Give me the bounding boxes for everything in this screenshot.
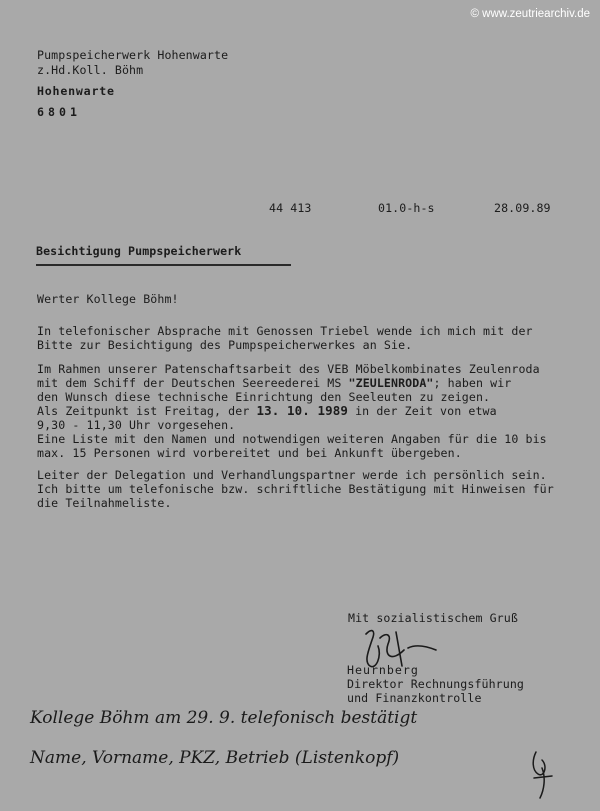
letter-date: 28.09.89 [494, 201, 551, 215]
handwritten-initials [528, 748, 558, 803]
recipient-city: Hohenwarte [37, 84, 115, 98]
ship-name: "ZEULENRODA" [348, 376, 434, 390]
reference-number: 44 413 [269, 201, 312, 215]
visit-date: 13. 10. 1989 [256, 403, 348, 418]
body-line: Bitte zur Besichtigung des Pumpspeicherwerkes an Sie. [37, 338, 413, 352]
body-line: Leiter der Delegation und Verhandlungspartner werde ich persönlich sein. [37, 468, 547, 482]
body-line: Eine Liste mit den Namen und notwendigen weiteren Angaben für die 10 bis [37, 432, 547, 446]
signer-title-2: und Finanzkontrolle [347, 691, 482, 705]
watermark: © www.zeutriearchiv.de [470, 8, 590, 20]
body-line: max. 15 Personen wird vorbereitet und bei Ankunft übergeben. [37, 446, 462, 460]
reference-code: 01.0-h-s [378, 201, 435, 215]
body-text: mit dem Schiff der Deutschen Seereederei MS [37, 376, 349, 390]
body-line: die Teilnahmeliste. [37, 496, 172, 510]
body-line: Ich bitte um telefonische bzw. schriftliche Bestätigung mit Hinweisen für [37, 482, 554, 496]
closing: Mit sozialistischem Gruß [348, 611, 518, 625]
recipient-line1: Pumpspeicherwerk Hohenwarte [37, 48, 229, 62]
body-text: in der Zeit von etwa [348, 404, 497, 418]
subject-underline [36, 264, 291, 266]
body-line: den Wunsch diese technische Einrichtung den Seeleuten zu zeigen. [37, 390, 491, 404]
signer-name: Heurnberg [347, 663, 419, 677]
body-line: In telefonischer Absprache mit Genossen Triebel wende ich mich mit der [37, 324, 533, 338]
recipient-postcode: 6801 [37, 105, 81, 119]
body-line [37, 376, 511, 390]
handwritten-note-1: Kollege Böhm am 29. 9. telefonisch bestätigt [30, 708, 418, 728]
body-line: 9,30 - 11,30 Uhr vorgesehen. [37, 418, 236, 432]
body-line [37, 404, 497, 418]
body-line: Im Rahmen unserer Patenschaftsarbeit des VEB Möbelkombinates Zeulenroda [37, 362, 540, 376]
salutation: Werter Kollege Böhm! [37, 292, 179, 306]
subject: Besichtigung Pumpspeicherwerk [36, 244, 242, 258]
signer-title-1: Direktor Rechnungsführung [347, 677, 525, 691]
body-text: ; haben wir [433, 376, 512, 390]
body-text: Als Zeitpunkt ist Freitag, der [37, 404, 257, 418]
handwritten-note-2: Name, Vorname, PKZ, Betrieb (Listenkopf) [30, 748, 400, 768]
recipient-line2: z.Hd.Koll. Böhm [37, 63, 144, 77]
